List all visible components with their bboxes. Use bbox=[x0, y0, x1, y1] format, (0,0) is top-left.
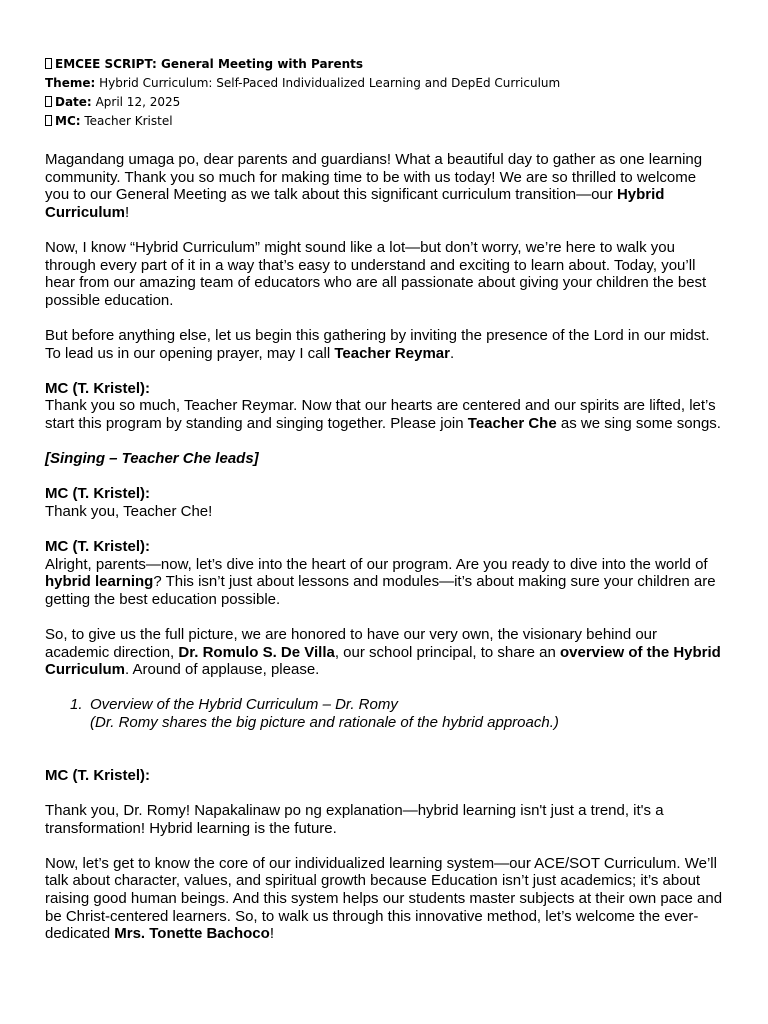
mc-speaker-heading bbox=[45, 767, 724, 785]
mc-label: MC: bbox=[55, 114, 81, 128]
paragraph-hybrid-learning: MC (T. Kristel): Alright, parents—now, let’s dive into the heart of our program. Are you ready to dive into the world of hybrid learning? This isn’t just about lessons and modules—it’s about making sure your children are getting the best education possible. bbox=[45, 538, 716, 608]
header-title-line bbox=[45, 55, 724, 74]
script-title: EMCEE SCRIPT: General Meeting with Parents bbox=[55, 57, 364, 71]
list-item-note: (Dr. Romy shares the big picture and rationale of the hybrid approach.) bbox=[90, 714, 559, 731]
date-label: Date: bbox=[55, 95, 92, 109]
paragraph-intro: Now, I know “Hybrid Curriculum” might sound like a lot—but don’t worry, we’re here to walk you through every part of it in a way that’s easy to understand and exciting to learn about. Today, you’ll hear from our amazing team of educators who are all passionate about giving your children the best possible education. bbox=[45, 238, 707, 309]
theme-label: Theme: bbox=[45, 76, 96, 90]
microphone-glyph-icon bbox=[45, 115, 52, 126]
stage-direction: [Singing – Teacher Che leads] bbox=[45, 450, 259, 468]
blank-line bbox=[45, 749, 724, 767]
list-item bbox=[45, 696, 724, 731]
list-number: 1. bbox=[70, 696, 83, 714]
mc-speaker-label: MC (T. Kristel): bbox=[45, 485, 150, 503]
header-mc-line bbox=[45, 112, 724, 131]
glyph-placeholder-icon bbox=[45, 58, 52, 69]
mc-value: Teacher Kristel bbox=[84, 114, 173, 128]
paragraph-prayer: But before anything else, let us begin this gathering by inviting the presence of the Lord in our midst. To lead us in our opening prayer, may I call Teacher Reymar. bbox=[45, 326, 710, 362]
calendar-glyph-icon bbox=[45, 96, 52, 107]
date-value: April 12, 2025 bbox=[95, 95, 181, 109]
header-date-line bbox=[45, 93, 724, 112]
mc-speaker-label: MC (T. Kristel): bbox=[45, 766, 150, 784]
paragraph-principal: So, to give us the full picture, we are honored to have our very own, the visionary behind our academic direction, Dr. Romulo S. De Villa, our school principal, to share an overview of the Hybrid Curriculum. Around of applause, please. bbox=[45, 626, 721, 679]
paragraph-thanks-che: MC (T. Kristel): Thank you, Teacher Che! bbox=[45, 485, 213, 520]
paragraph-welcome: Magandang umaga po, dear parents and guardians! What a beautiful day to gather as one learning community. Thank you so much for making time to be with us today! We are so thrilled to welcome you to our General Meeting as we talk about this significant curriculum transition—our Hybrid Curriculum! bbox=[45, 151, 703, 221]
paragraph-singing: MC (T. Kristel): Thank you so much, Teacher Reymar. Now that our hearts are centered and our spirits are lifted, let’s start this program by standing and singing together. Please join Teacher Che as we sing some songs. bbox=[45, 379, 721, 432]
header-theme-line bbox=[45, 74, 724, 93]
theme-value: Hybrid Curriculum: Self-Paced Individualized Learning and DepEd Curriculum bbox=[99, 76, 561, 90]
program-list bbox=[45, 696, 724, 731]
mc-speaker-label: MC (T. Kristel): bbox=[45, 538, 150, 556]
list-item-title: Overview of the Hybrid Curriculum – Dr. Romy bbox=[90, 696, 398, 714]
script-body bbox=[45, 151, 724, 943]
script-header bbox=[45, 55, 724, 131]
mc-speaker-label: MC (T. Kristel): bbox=[45, 379, 150, 397]
paragraph-ace-sot: Now, let’s get to know the core of our individualized learning system—our ACE/SOT Curriculum. We’ll talk about character, values, and spiritual growth because Education isn’t just academics; it’s about raising good human beings. And this system helps our students master subjects at their own pace and be Christ-centered learners. So, to walk us through this innovative method, let’s welcome the ever-dedicated Mrs. Tonette Bachoco! bbox=[45, 854, 723, 943]
paragraph-thanks-romy: Thank you, Dr. Romy! Napakalinaw po ng explanation—hybrid learning isn't just a trend, it's a transformation! Hybrid learning is the future. bbox=[45, 801, 664, 837]
